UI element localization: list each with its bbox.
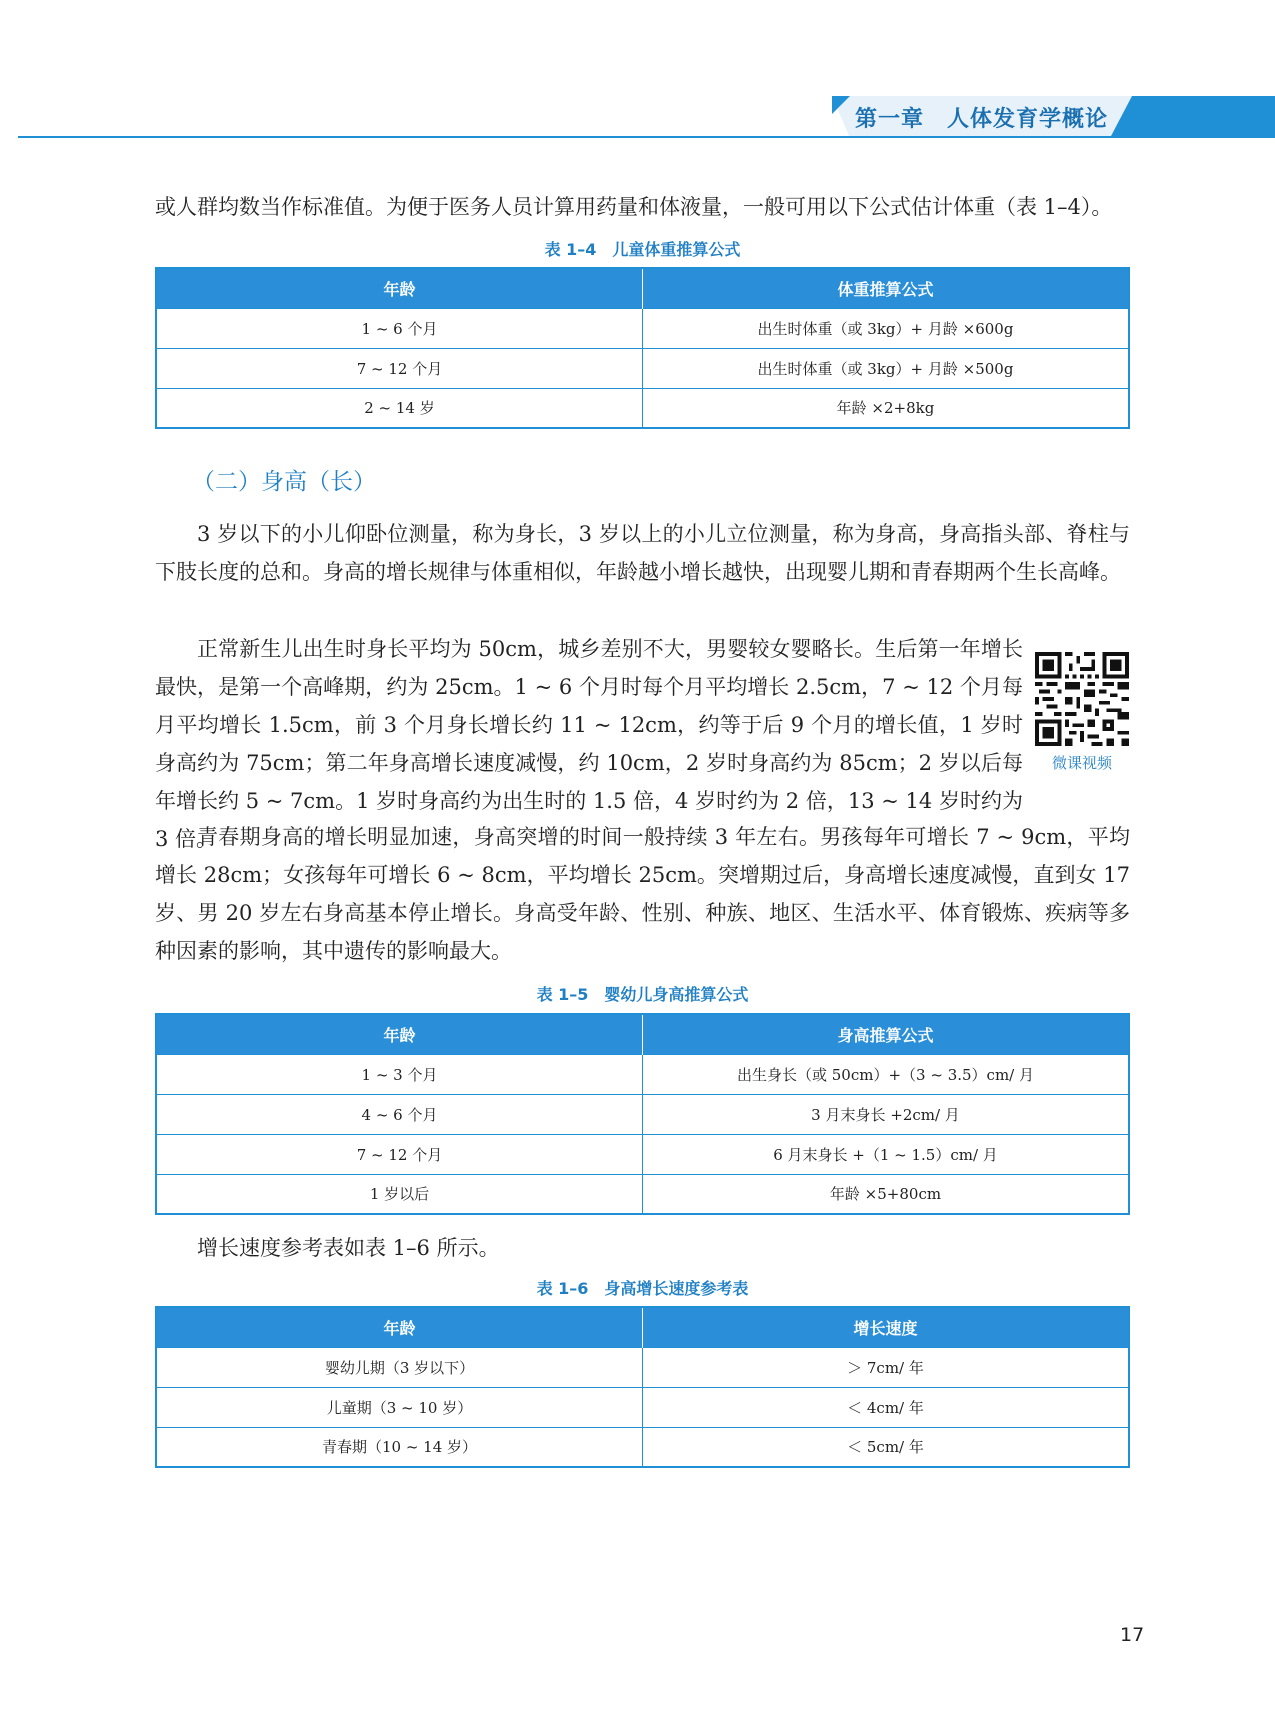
paragraph-2: 正常新生儿出生时身长平均为 50cm，城乡差别不大，男婴较女婴略长。生后第一年增长最快，是第一个高峰期，约为 25cm。1 ~ 6 个月时每个月平均增长 2.5cm，7 ~ 12 个月每月平均增长 1.5cm，前 3 个月身长增长约 11 ~ 12cm，约等于后 9 个月的增长值，1 岁时身高约为 75cm；第二年身高增长速度减慢，约 10cm，2 岁时身高约为 85cm；2 岁以后每年增长约 5 ~ 7cm。1 岁时身高约为出生时的 1.5 倍，4 岁时约为 2 倍，13 ~ 14 岁时约为 3 倍。 — [155, 637, 1023, 851]
table-header-row — [156, 1014, 1129, 1054]
table-row — [156, 1174, 1129, 1214]
table-row — [156, 1427, 1129, 1467]
table-cell: ＞ 7cm/ 年 — [643, 1347, 1130, 1387]
table-cell: 1 ~ 3 个月 — [156, 1054, 643, 1094]
table-cell: 出生时体重（或 3kg）+ 月龄 ×500g — [643, 348, 1130, 388]
table-1-5 — [155, 1013, 1130, 1215]
intro-paragraph: 或人群均数当作标准值。为便于医务人员计算用药量和体液量，一般可用以下公式估计体重（表 1–4）。 — [155, 195, 1113, 219]
col-header-speed: 增长速度 — [643, 1307, 1130, 1347]
col-header-formula: 身高推算公式 — [643, 1014, 1130, 1054]
table-header-row — [156, 1307, 1129, 1347]
col-header-age: 年龄 — [156, 268, 643, 308]
table-row — [156, 388, 1129, 428]
paragraph-4: 增长速度参考表如表 1–6 所示。 — [197, 1236, 500, 1260]
table-1-4-caption: 表 1–4 儿童体重推算公式 — [544, 240, 741, 259]
table-cell: 青春期（10 ~ 14 岁） — [156, 1427, 643, 1467]
table-cell: 年龄 ×2+8kg — [643, 388, 1130, 428]
table-cell: 年龄 ×5+80cm — [643, 1174, 1130, 1214]
table-cell: 出生时体重（或 3kg）+ 月龄 ×600g — [643, 308, 1130, 348]
table-row — [156, 1387, 1129, 1427]
col-header-age: 年龄 — [156, 1014, 643, 1054]
table-header-row — [156, 268, 1129, 308]
paragraph-3: 青春期身高的增长明显加速，身高突增的时间一般持续 3 年左右。男孩每年可增长 7 ~ 9cm，平均增长 28cm；女孩每年可增长 6 ~ 8cm，平均增长 25cm。突增期过后，身高增长速度减慢，直到女 17 岁、男 20 岁左右身高基本停止增长。身高受年龄、性别、种族、地区、生活水平、体育锻炼、疾病等多种因素的影响，其中遗传的影响最大。 — [155, 825, 1130, 963]
table-cell: ＜ 4cm/ 年 — [643, 1387, 1130, 1427]
table-cell: 7 ~ 12 个月 — [156, 348, 643, 388]
qr-code-icon[interactable] — [1035, 652, 1129, 746]
table-row — [156, 1134, 1129, 1174]
table-cell: 7 ~ 12 个月 — [156, 1134, 643, 1174]
table-cell: 儿童期（3 ~ 10 岁） — [156, 1387, 643, 1427]
table-1-4 — [155, 267, 1130, 429]
table-cell: 1 岁以后 — [156, 1174, 643, 1214]
table-cell: ＜ 5cm/ 年 — [643, 1427, 1130, 1467]
header-rule — [18, 136, 1275, 138]
col-header-formula: 体重推算公式 — [643, 268, 1130, 308]
table-cell: 4 ~ 6 个月 — [156, 1094, 643, 1134]
table-row — [156, 348, 1129, 388]
table-cell: 6 月末身长 +（1 ~ 1.5）cm/ 月 — [643, 1134, 1130, 1174]
table-cell: 婴幼儿期（3 岁以下） — [156, 1347, 643, 1387]
table-1-6-caption: 表 1–6 身高增长速度参考表 — [536, 1279, 749, 1298]
paragraph-1: 3 岁以下的小儿仰卧位测量，称为身长，3 岁以上的小儿立位测量，称为身高，身高指头部、脊柱与下肢长度的总和。身高的增长规律与体重相似，年龄越小增长越快，出现婴儿期和青春期两个生长高峰。 — [155, 522, 1130, 584]
table-1-5-caption: 表 1–5 婴幼儿身高推算公式 — [536, 985, 749, 1004]
section-heading: （二）身高（长） — [192, 469, 376, 495]
table-row — [156, 1094, 1129, 1134]
table-row — [156, 1347, 1129, 1387]
chapter-header-corner — [832, 96, 850, 114]
table-1-6 — [155, 1306, 1130, 1468]
table-cell: 2 ~ 14 岁 — [156, 388, 643, 428]
table-cell: 出生身长（或 50cm）+（3 ~ 3.5）cm/ 月 — [643, 1054, 1130, 1094]
table-cell: 3 月末身长 +2cm/ 月 — [643, 1094, 1130, 1134]
table-row — [156, 1054, 1129, 1094]
table-row — [156, 308, 1129, 348]
page-number: 17 — [1120, 1624, 1145, 1646]
table-cell: 1 ~ 6 个月 — [156, 308, 643, 348]
qr-caption: 微课视频 — [1051, 754, 1112, 772]
col-header-age: 年龄 — [156, 1307, 643, 1347]
chapter-title: 第一章 人体发育学概论 — [855, 107, 1109, 132]
chapter-header-block — [1110, 96, 1275, 138]
